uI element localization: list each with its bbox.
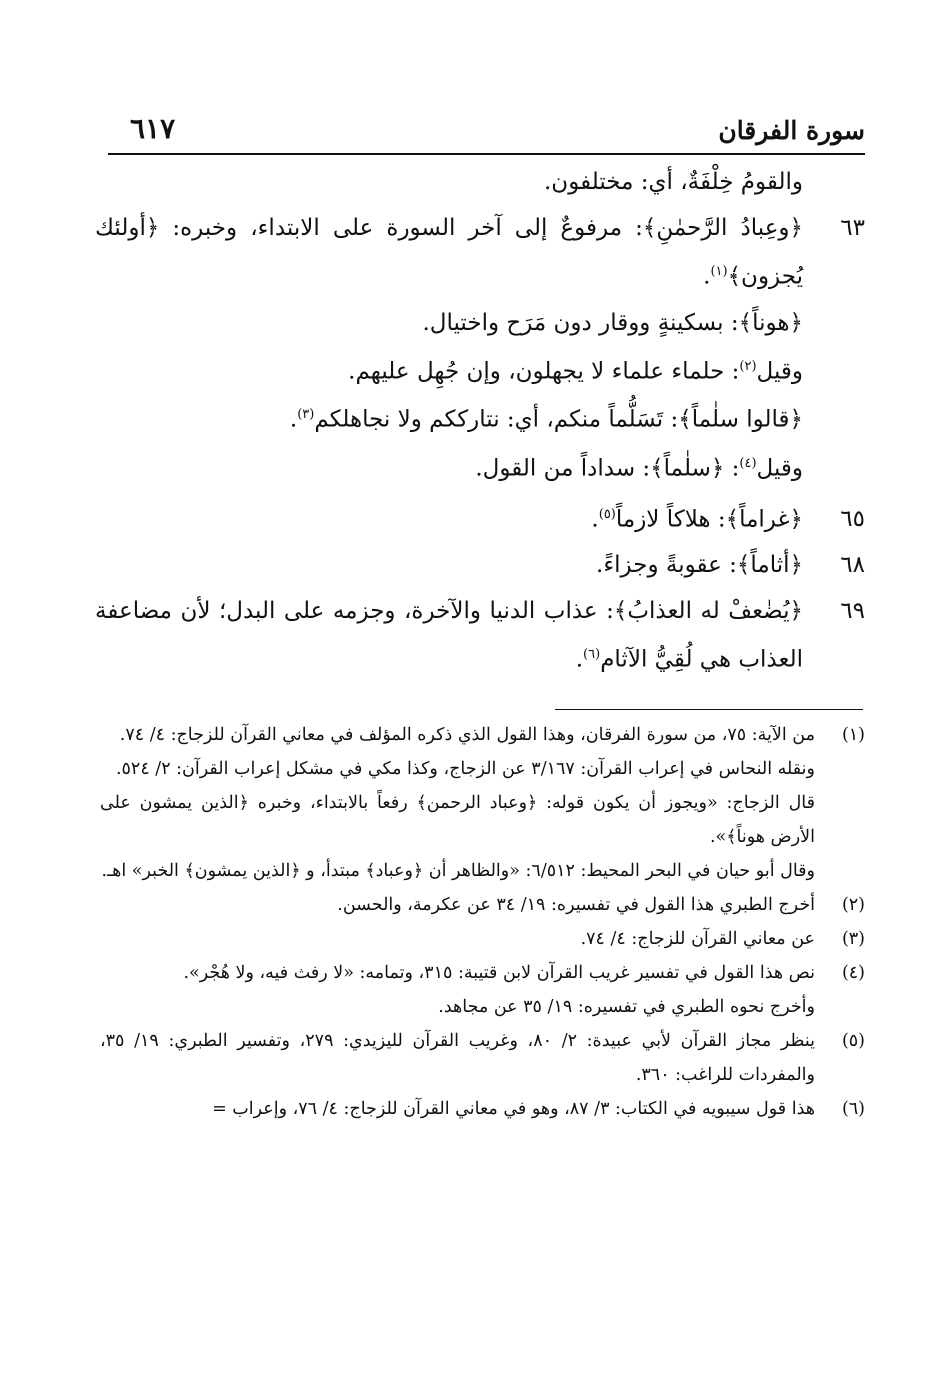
text-line	[95, 393, 865, 442]
verse-number: ٦٥	[840, 506, 865, 533]
text-line	[95, 301, 865, 345]
footnote-ref[interactable]: (٤)	[739, 455, 757, 471]
footnote-body	[100, 1092, 815, 1126]
footnote-number: (٣)	[841, 929, 865, 949]
text-line	[95, 442, 865, 491]
footnote-body	[100, 1024, 815, 1092]
footnote-body	[100, 888, 815, 922]
verse-commentary	[95, 589, 803, 682]
verse-text: ﴿يُضٰعفْ له العذابُ﴾: عذاب الدنيا والآخرة، وجزمه على البدل؛ لأن مضاعفة العذاب هي لُقِيُّ الآثام	[95, 598, 803, 673]
footnote-ref[interactable]: (٢)	[739, 358, 757, 374]
footnote-text: وأخرج نحوه الطبري في تفسيره: ١٩/ ٣٥ عن مجاهد.	[438, 997, 815, 1017]
line-text: ﴿هوناً﴾: بسكينةٍ ووقار دون مَرَح واختيال.	[422, 309, 803, 336]
footnote-number: (٦)	[841, 1099, 865, 1119]
footnote-ref[interactable]: (٣)	[297, 407, 315, 423]
footnote-text: ينظر مجاز القرآن لأبي عبيدة: ٢/ ٨٠، وغريب القرآن لليزيدي: ٢٧٩، وتفسير الطبري: ١٩/ ٣٥، والمفردات للراغب: ٣٦٠.	[100, 1031, 816, 1085]
line-text	[95, 393, 865, 442]
punct: .	[703, 263, 711, 290]
lead-word: وقيل	[756, 455, 803, 482]
footnote-number: (٢)	[841, 895, 865, 915]
footnote-body	[100, 956, 815, 990]
footnote-text: وقال أبو حيان في البحر المحيط: ٦/٥١٢: «والظاهر أن ﴿وعباد﴾ مبتدأ، و ﴿الذين يمشون﴾ الخبر» اهـ.	[101, 861, 815, 881]
footnote-divider	[555, 709, 863, 710]
verse-number: ٦٣	[840, 215, 865, 241]
text-line	[95, 160, 865, 204]
verse-65	[95, 493, 865, 542]
footnote-text: من الآية: ٧٥، من سورة الفرقان، وهذا القول الذي ذكره المؤلف في معاني القرآن للزجاج: ٤/ ٧٤.	[119, 725, 815, 745]
verse-69	[95, 589, 865, 682]
line-body: : ﴿سلٰماً﴾: سداداً من القول.	[475, 455, 740, 482]
footnote-4	[100, 956, 865, 990]
punct: .	[575, 646, 584, 673]
footnote-text: هذا قول سيبويه في الكتاب: ٣/ ٨٧، وهو في معاني القرآن للزجاج: ٤/ ٧٦، وإعراب =	[212, 1099, 815, 1119]
footnote-2	[100, 888, 865, 922]
text-line	[95, 345, 865, 394]
footnote-body	[100, 718, 815, 752]
line-body: : حلماء علماء لا يجهلون، وإن جُهِل عليهم.	[348, 358, 740, 385]
footnote-text: نص هذا القول في تفسير غريب القرآن لابن قتيبة: ٣١٥، وتمامه: «لا رفث فيه، ولا هُجْر».	[183, 963, 815, 983]
verse-number: ٦٩	[840, 598, 865, 625]
line-body: ﴿قالوا سلٰماً﴾: تَسَلُّماً منكم، أي: نتارككم ولا نجاهلكم	[314, 406, 803, 433]
verse-commentary: ﴿أثاماً﴾: عقوبةً وجزاءً.	[596, 552, 803, 579]
header-divider	[108, 153, 865, 155]
line-text	[95, 442, 865, 491]
verse-commentary	[95, 493, 803, 542]
line-text	[95, 345, 865, 394]
verse-text: ﴿غراماً﴾: هلاكاً لازماً	[615, 506, 803, 533]
footnote-ref[interactable]: (٦)	[583, 647, 601, 663]
punct: .	[289, 406, 298, 433]
verse-number: ٦٨	[840, 552, 865, 579]
punct: .	[591, 506, 599, 533]
footnote-text: أخرج الطبري هذا القول في تفسيره: ١٩/ ٣٤ عن عكرمة، والحسن.	[337, 895, 815, 915]
verse-63	[95, 206, 865, 299]
footnote-text: عن معاني القرآن للزجاج: ٤/ ٧٤.	[580, 929, 815, 949]
sura-title: سورة الفرقان	[718, 116, 865, 145]
footnote-number: (١)	[841, 725, 865, 745]
main-text	[95, 160, 865, 682]
footnote-ref[interactable]: (١)	[710, 264, 728, 279]
footnote-6	[100, 1092, 865, 1126]
footnote-number: (٥)	[841, 1031, 865, 1051]
page-header	[110, 112, 865, 152]
footnote-ref[interactable]: (٥)	[598, 506, 616, 522]
footnote-3	[100, 922, 865, 956]
footnote-body	[100, 922, 815, 956]
footnote-1	[100, 718, 865, 752]
footnote-text: قال الزجاج: «ويجوز أن يكون قوله: ﴿وعباد الرحمن﴾ رفعاً بالابتداء، وخبره ﴿الذين يمشون على الأرض هوناً﴾».	[100, 793, 815, 847]
footnote-text: ونقله النحاس في إعراب القرآن: ٣/١٦٧ عن الزجاج، وكذا مكي في مشكل إعراب القرآن: ٢/ ٥٢٤.	[115, 759, 815, 779]
footnotes	[100, 718, 865, 1126]
verse-68	[95, 543, 865, 587]
verse-commentary	[95, 206, 803, 299]
line-text: والقومُ خِلْفَةٌ، أي: مختلفون.	[544, 169, 803, 195]
verse-text: ﴿وعِبادُ الرَّحمٰنِ﴾: مرفوعٌ إلى آخر السورة على الابتداء، وخبره: ﴿أولئك يُجزون﴾	[95, 215, 803, 290]
lead-word: وقيل	[756, 358, 803, 385]
footnote-number: (٤)	[841, 963, 865, 983]
page-number: ٦١٧	[130, 112, 176, 145]
footnote-5	[100, 1024, 865, 1092]
